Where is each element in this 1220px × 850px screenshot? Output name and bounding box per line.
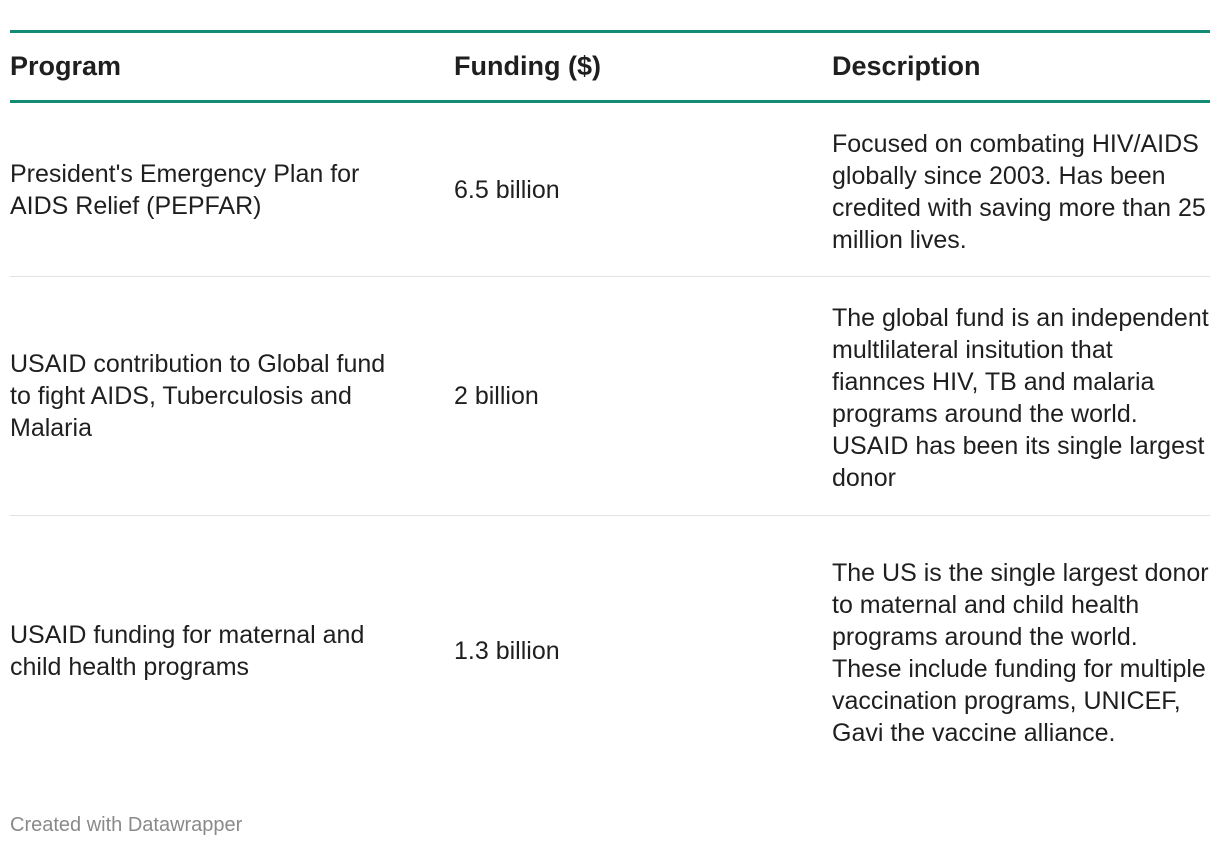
program-cell: President's Emergency Plan for AIDS Relief (PEPFAR) [10,159,360,220]
description-cell: Focused on combating HIV/AIDS globally since 2003. Has been credited with saving more than 25 million lives. [832,129,1206,254]
table-row [10,277,1210,516]
table-header [10,32,1210,102]
description-cell: The global fund is an independent multlilateral insitution that fiannces HIV, TB and malaria programs around the world. USAID has been its single largest donor [832,304,1209,492]
header-row [10,32,1210,102]
table-body [10,102,1210,786]
datawrapper-credit[interactable]: Created with Datawrapper [10,814,243,836]
column-header-funding: Funding ($) [454,51,601,81]
column-header-program: Program [10,51,122,81]
table-row [10,102,1210,277]
program-cell: USAID funding for maternal and child health programs [10,620,365,681]
program-cell: USAID contribution to Global fund to fight AIDS, Tuberculosis and Malaria [10,350,386,442]
data-table-chart [10,30,1210,785]
funding-cell: 2 billion [454,382,539,410]
table-row [10,516,1210,786]
description-cell: The US is the single largest donor to maternal and child health programs around the world. These include funding for multiple vaccination programs, UNICEF, Gavi the vaccine alliance. [832,558,1209,747]
funding-cell: 6.5 billion [454,175,560,204]
column-header-description: Description [832,51,981,81]
funding-table [10,30,1210,785]
funding-cell: 1.3 billion [454,636,560,665]
